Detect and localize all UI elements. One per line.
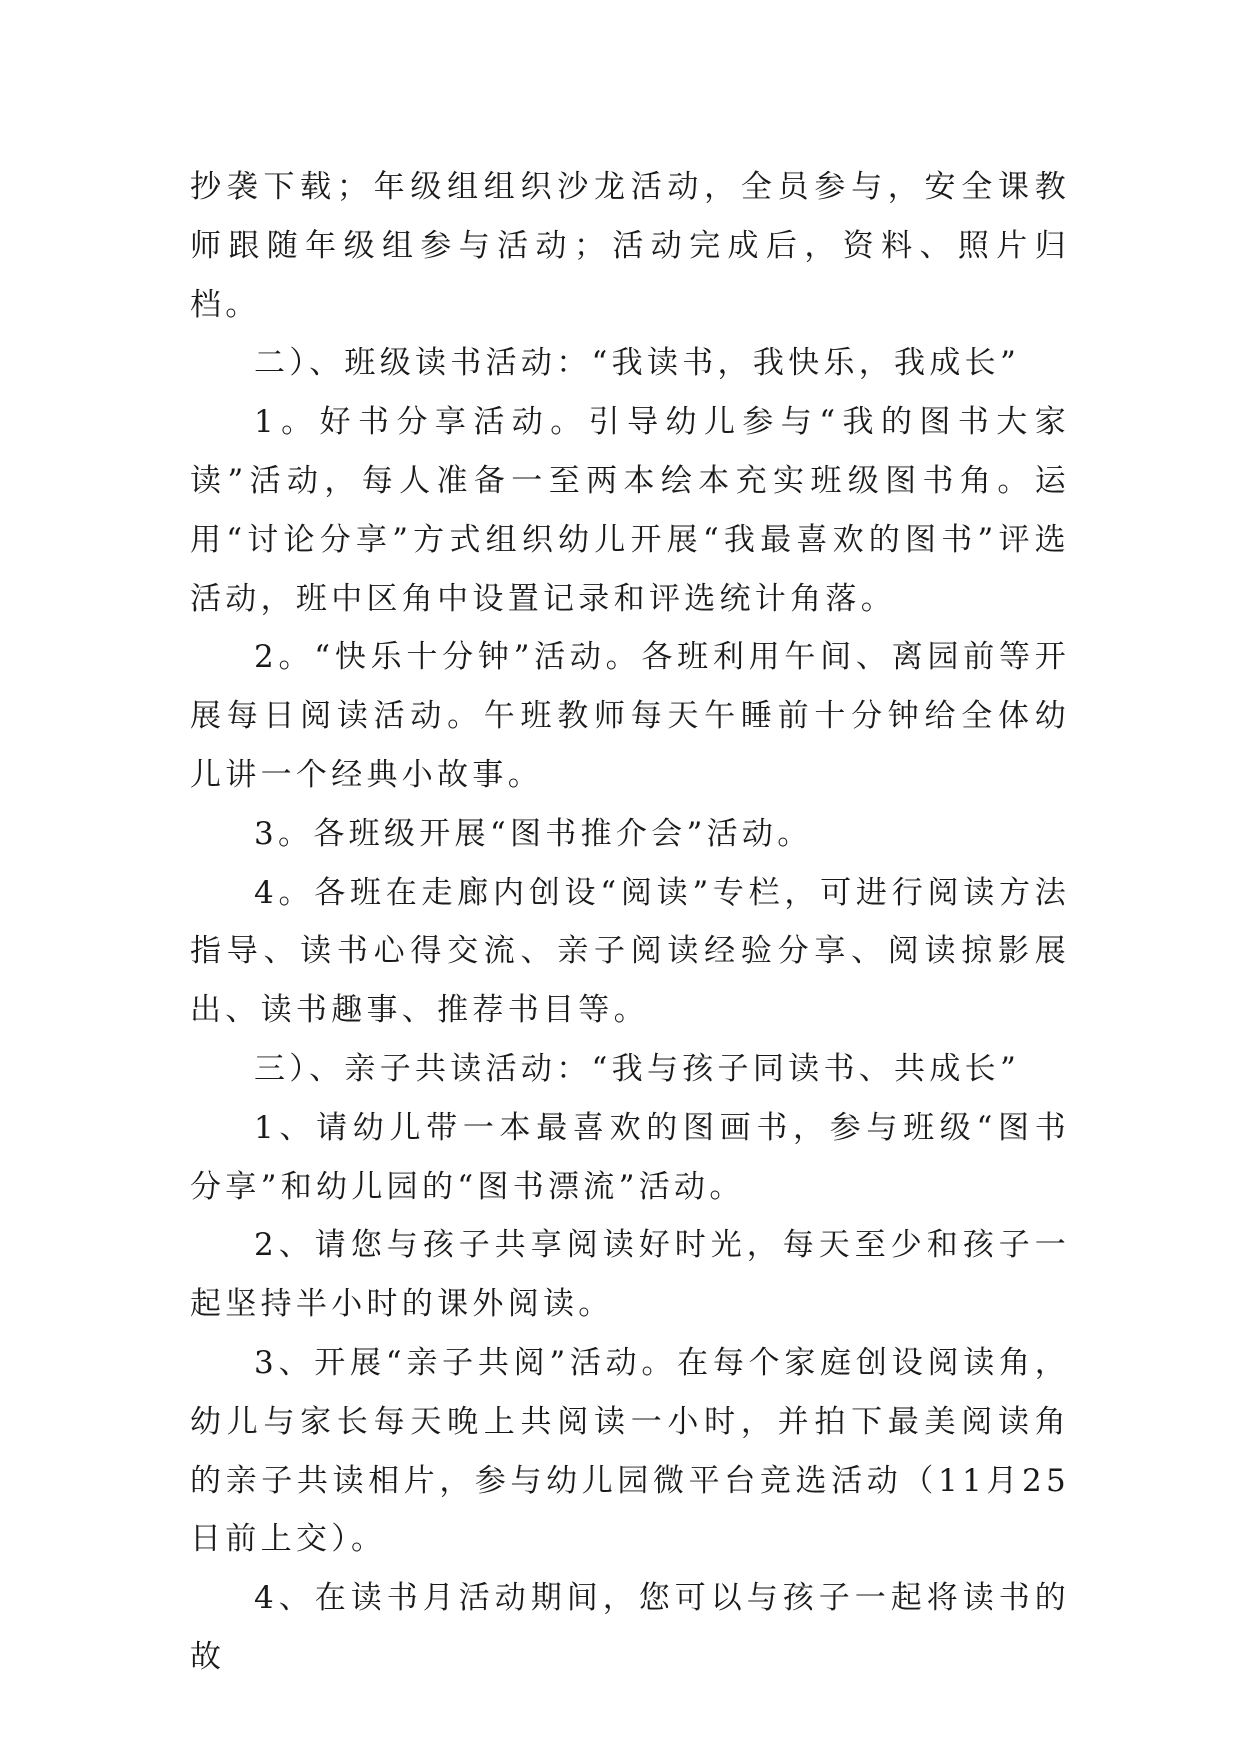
paragraph: 1。好书分享活动。引导幼儿参与“我的图书大家读”活动，每人准备一至两本绘本充实班级图书角。运用“讨论分享”方式组织幼儿开展“我最喜欢的图书”评选活动，班中区角中设置记录和评选统计角落。 [190, 404, 1070, 617]
paragraph: 3。各班级开展“图书推介会”活动。 [254, 815, 813, 852]
document-body [190, 158, 1070, 1687]
paragraph: 4。各班在走廊内创设“阅读”专栏，可进行阅读方法指导、读书心得交流、亲子阅读经验分享、阅读掠影展出、读书趣事、推荐书目等。 [190, 874, 1070, 1029]
section-heading: 三）、亲子共读活动：“我与孩子同读书、共成长” [254, 1050, 1021, 1087]
paragraph: 抄袭下载；年级组组织沙龙活动，全员参与，安全课教师跟随年级组参与活动；活动完成后，资料、照片归档。 [190, 169, 1070, 323]
paragraph: 1、请幼儿带一本最喜欢的图画书，参与班级“图书分享”和幼儿园的“图书漂流”活动。 [190, 1109, 1070, 1205]
section-heading: 二）、班级读书活动：“我读书，我快乐，我成长” [254, 345, 1021, 382]
paragraph: 4、在读书月活动期间，您可以与孩子一起将读书的故 [190, 1580, 1070, 1675]
paragraph: 2、请您与孩子共享阅读好时光，每天至少和孩子一起坚持半小时的课外阅读。 [190, 1227, 1070, 1323]
paragraph: 2。“快乐十分钟”活动。各班利用午间、离园前等开展每日阅读活动。午班教师每天午睡前十分钟给全体幼儿讲一个经典小故事。 [190, 639, 1070, 793]
paragraph: 3、开展“亲子共阅”活动。在每个家庭创设阅读角，幼儿与家长每天晚上共阅读一小时，并拍下最美阅读角的亲子共读相片，参与幼儿园微平台竞选活动（11月25日前上交）。 [190, 1344, 1070, 1558]
